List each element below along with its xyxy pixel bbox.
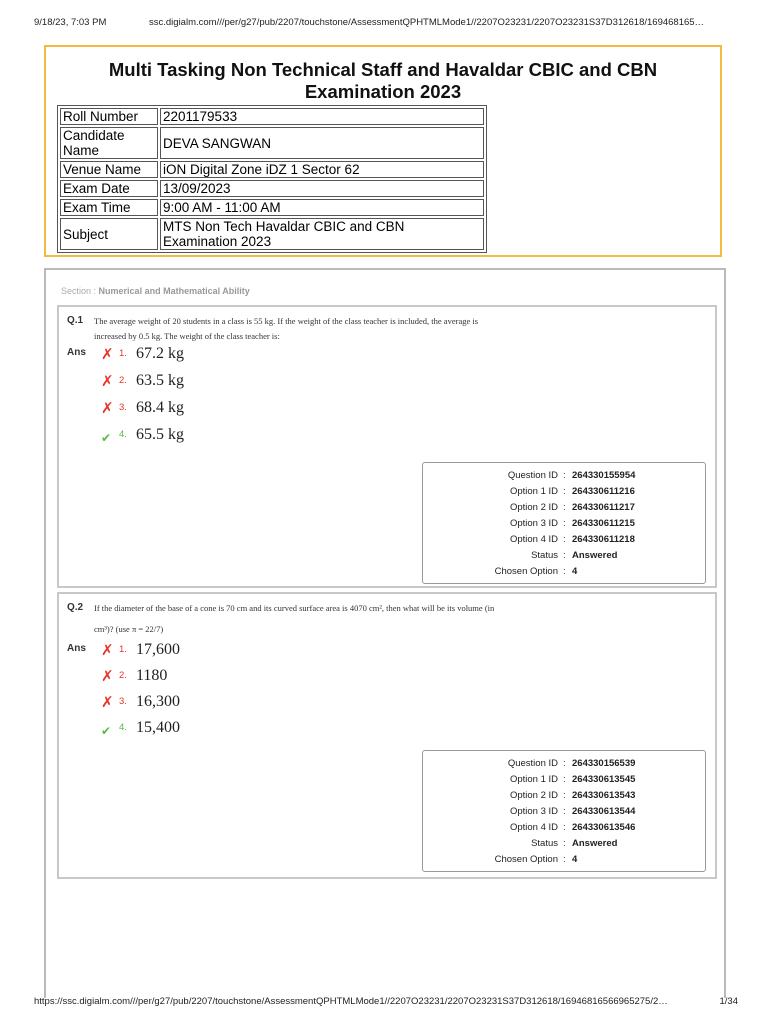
exam-title-line-1: Multi Tasking Non Technical Staff and Havaldar CBIC and CBN — [108, 59, 658, 80]
info-value: DEVA SANGWAN — [160, 127, 484, 159]
option-number: 1. — [119, 644, 127, 655]
meta-value: 264330613543 — [572, 790, 636, 801]
meta-sep: : — [563, 502, 566, 513]
meta-row — [423, 806, 705, 822]
question-meta-box — [422, 750, 706, 872]
question-text — [94, 314, 534, 344]
meta-row — [423, 838, 705, 854]
candidate-info-table — [57, 105, 487, 253]
meta-row — [423, 854, 705, 870]
meta-key: Option 2 ID — [509, 790, 558, 801]
question-number: Q.2 — [67, 602, 84, 613]
option-number: 3. — [119, 696, 127, 707]
cross-icon: ✗ — [101, 642, 114, 659]
exam-title-line-2: Examination 2023 — [304, 81, 462, 102]
meta-row — [423, 502, 705, 518]
option-value: 67.2 kg — [136, 345, 184, 362]
meta-row — [423, 774, 705, 790]
meta-sep: : — [563, 838, 566, 849]
info-row-exam-date — [60, 180, 484, 197]
meta-key: Question ID — [507, 470, 558, 481]
option-value: 15,400 — [136, 719, 180, 736]
meta-row — [423, 534, 705, 550]
info-row-exam-time — [60, 199, 484, 216]
info-label: Candidate Name — [60, 127, 158, 159]
info-row-roll-number — [60, 108, 484, 125]
info-row-venue-name — [60, 161, 484, 178]
question-meta-box — [422, 462, 706, 584]
meta-value: 264330156539 — [572, 758, 636, 769]
info-label: Exam Time — [60, 199, 158, 216]
checkmark-icon: ✔ — [101, 431, 112, 445]
meta-sep: : — [563, 774, 566, 785]
meta-sep: : — [563, 758, 566, 769]
meta-key: Option 1 ID — [509, 774, 558, 785]
option-value: 68.4 kg — [136, 399, 184, 416]
meta-sep: : — [563, 806, 566, 817]
question-text — [94, 598, 534, 640]
meta-sep: : — [563, 534, 566, 545]
footer-url: https://ssc.digialm.com///per/g27/pub/2207/touchstone/AssessmentQPHTMLMode1//2207O23231/2207O23231S37D312618/16946816566965275/2… — [34, 996, 668, 1007]
meta-value: Answered — [572, 550, 618, 561]
meta-sep: : — [563, 518, 566, 529]
question-number: Q.1 — [67, 315, 84, 326]
meta-value: 264330611218 — [572, 534, 635, 545]
meta-row — [423, 790, 705, 806]
info-label: Venue Name — [60, 161, 158, 178]
question-sheet — [44, 268, 726, 998]
question-text-line-1: The average weight of 20 students in a class is 55 kg. If the weight of the class teacher is included, the average is — [94, 316, 479, 326]
meta-key: Status — [531, 550, 558, 561]
cross-icon: ✗ — [101, 694, 114, 711]
info-value: iON Digital Zone iDZ 1 Sector 62 — [160, 161, 484, 178]
info-value: 9:00 AM - 11:00 AM — [160, 199, 484, 216]
option-number: 2. — [119, 670, 127, 681]
meta-key: Chosen Option — [494, 854, 558, 865]
option-number: 4. — [119, 722, 127, 733]
question-panel-2 — [57, 592, 717, 879]
meta-row — [423, 566, 705, 582]
meta-value: 264330611217 — [572, 502, 635, 513]
option-value: 16,300 — [136, 693, 180, 710]
page-number: 1/34 — [719, 996, 738, 1007]
meta-sep: : — [563, 790, 566, 801]
info-label: Exam Date — [60, 180, 158, 197]
info-label: Roll Number — [60, 108, 158, 125]
exam-title — [46, 59, 720, 103]
meta-key: Option 4 ID — [509, 822, 558, 833]
question-text-line-2: cm³)? (use π = 22/7) — [94, 624, 164, 634]
meta-value: 264330613545 — [572, 774, 636, 785]
meta-sep: : — [563, 854, 566, 865]
section-title — [61, 286, 250, 296]
cross-icon: ✗ — [101, 346, 114, 363]
exam-header-box — [44, 45, 722, 257]
meta-row — [423, 518, 705, 534]
print-date: 9/18/23, 7:03 PM — [34, 17, 107, 28]
option-value: 63.5 kg — [136, 372, 184, 389]
section-name: Numerical and Mathematical Ability — [98, 286, 250, 296]
print-header — [34, 17, 738, 31]
meta-row — [423, 758, 705, 774]
meta-row — [423, 486, 705, 502]
option-number: 4. — [119, 429, 127, 440]
meta-row — [423, 550, 705, 566]
meta-value: 264330155954 — [572, 470, 636, 481]
print-footer — [34, 996, 738, 1010]
meta-sep: : — [563, 566, 566, 577]
info-row-candidate-name — [60, 127, 484, 159]
ans-label: Ans — [67, 643, 86, 654]
info-value: MTS Non Tech Havaldar CBIC and CBN Examination 2023 — [160, 218, 484, 250]
meta-key: Option 2 ID — [509, 502, 558, 513]
meta-row — [423, 470, 705, 486]
meta-value: Answered — [572, 838, 618, 849]
meta-sep: : — [563, 470, 566, 481]
meta-key: Option 1 ID — [509, 486, 558, 497]
cross-icon: ✗ — [101, 373, 114, 390]
info-row-subject — [60, 218, 484, 250]
question-text-line-1: If the diameter of the base of a cone is 70 cm and its curved surface area is 4070 cm², then what will be its volume (in — [94, 603, 495, 613]
meta-sep: : — [563, 486, 566, 497]
info-value: 13/09/2023 — [160, 180, 484, 197]
meta-key: Question ID — [507, 758, 558, 769]
option-number: 2. — [119, 375, 127, 386]
meta-row — [423, 822, 705, 838]
meta-sep: : — [563, 822, 566, 833]
meta-key: Option 3 ID — [509, 806, 558, 817]
cross-icon: ✗ — [101, 400, 114, 417]
option-value: 1180 — [136, 667, 168, 684]
option-value: 65.5 kg — [136, 426, 184, 443]
meta-key: Status — [531, 838, 558, 849]
option-number: 1. — [119, 348, 127, 359]
meta-value: 4 — [572, 854, 578, 865]
cross-icon: ✗ — [101, 668, 114, 685]
option-value: 17,600 — [136, 641, 180, 658]
meta-key: Chosen Option — [494, 566, 558, 577]
checkmark-icon: ✔ — [101, 724, 112, 738]
meta-value: 264330613546 — [572, 822, 636, 833]
meta-key: Option 3 ID — [509, 518, 558, 529]
meta-value: 264330611215 — [572, 518, 635, 529]
question-text-line-2: increased by 0.5 kg. The weight of the class teacher is: — [94, 331, 280, 341]
ans-label: Ans — [67, 347, 86, 358]
meta-value: 264330613544 — [572, 806, 636, 817]
meta-value: 4 — [572, 566, 578, 577]
section-prefix: Section : — [61, 286, 97, 296]
meta-sep: : — [563, 550, 566, 561]
info-label: Subject — [60, 218, 158, 250]
meta-value: 264330611216 — [572, 486, 635, 497]
question-panel-1 — [57, 305, 717, 588]
meta-key: Option 4 ID — [509, 534, 558, 545]
option-number: 3. — [119, 402, 127, 413]
print-url: ssc.digialm.com///per/g27/pub/2207/touchstone/AssessmentQPHTMLMode1//2207O23231/2207O23231S37D312618/169468165… — [149, 17, 705, 28]
info-value: 2201179533 — [160, 108, 484, 125]
